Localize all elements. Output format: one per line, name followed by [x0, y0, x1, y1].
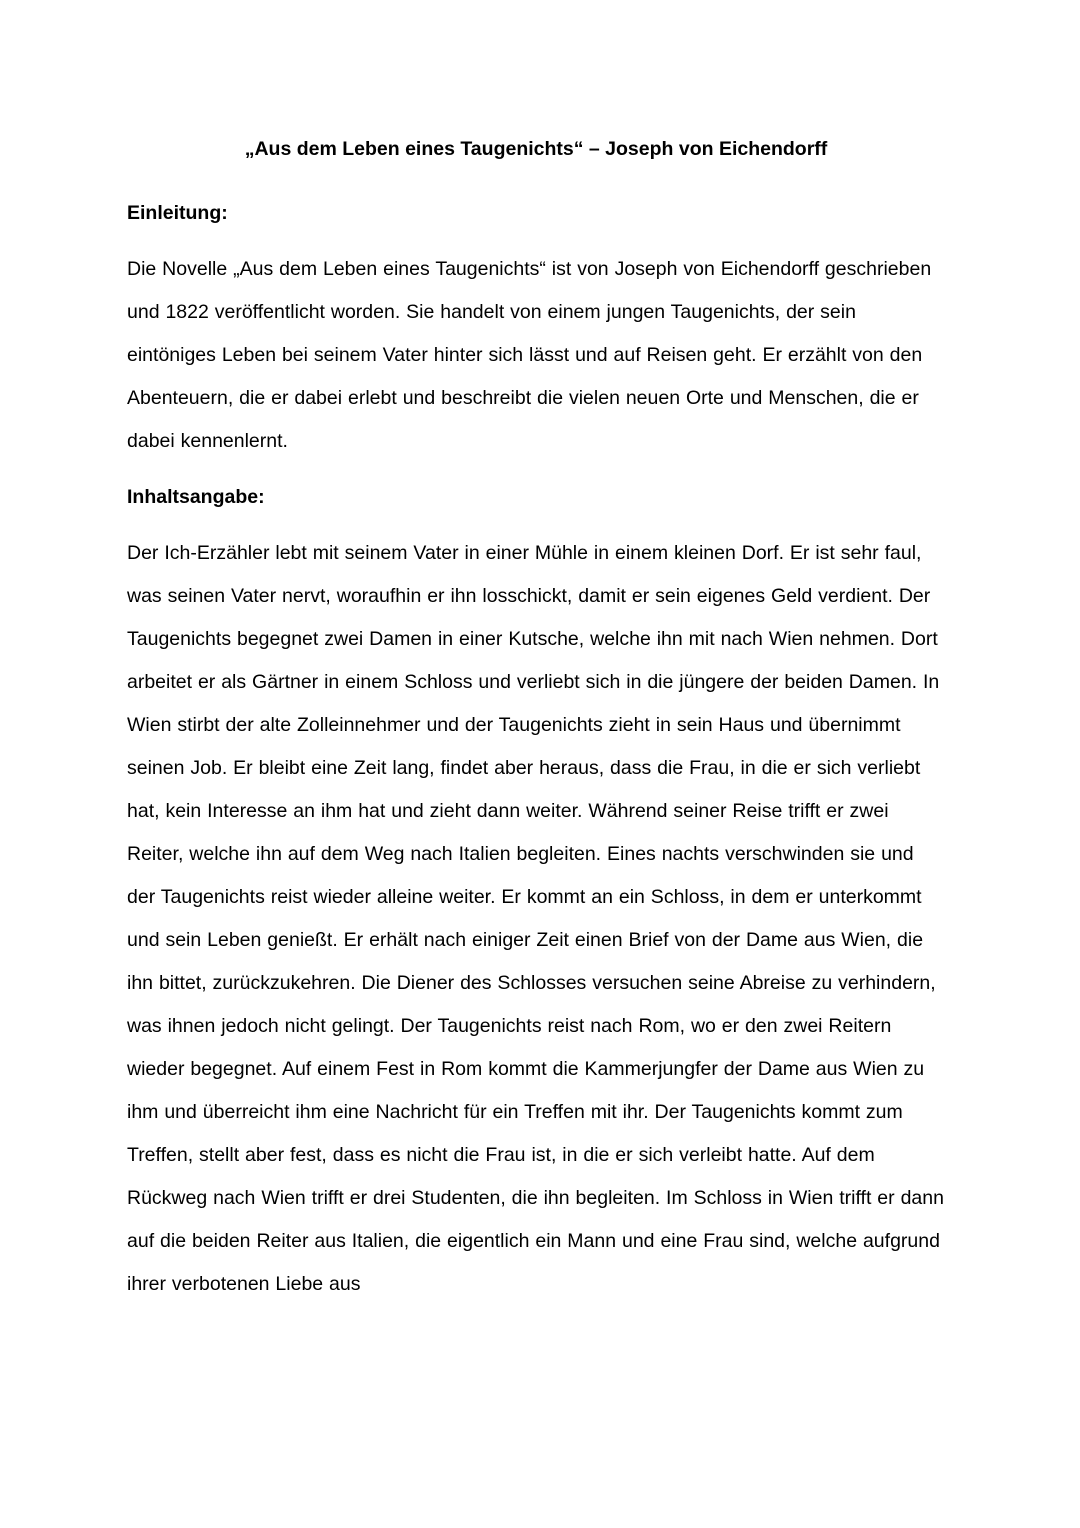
- section-heading-inhaltsangabe: Inhaltsangabe:: [127, 486, 265, 508]
- section-heading-einleitung: Einleitung:: [127, 202, 228, 224]
- document-title: „Aus dem Leben eines Taugenichts“ – Joseph von Eichendorff: [244, 138, 828, 160]
- inhaltsangabe-paragraph: Der Ich-Erzähler lebt mit seinem Vater in einer Mühle in einem kleinen Dorf. Er ist sehr faul, was seinen Vater nervt, woraufhin er ihn losschickt, damit er sein eigenes Geld verdient. Der Taugenichts begegnet zwei Damen in einer Kutsche, welche ihn mit nach Wien nehmen. Dort arbeitet er als Gärtner in einem Schloss und verliebt sich in die jüngere der beiden Damen. In Wien stirbt der alte Zolleinnehmer und der Taugenichts zieht in sein Haus und übernimmt seinen Job. Er bleibt eine Zeit lang, findet aber heraus, dass die Frau, in die er sich verliebt hat, kein Interesse an ihm hat und zieht dann weiter. Während seiner Reise trifft er zwei Reiter, welche ihn auf dem Weg nach Italien begleiten. Eines nachts verschwinden sie und der Taugenichts reist wieder alleine weiter. Er kommt an ein Schloss, in dem er unterkommt und sein Leben genießt. Er erhält nach einiger Zeit einen Brief von der Dame aus Wien, die ihn bittet, zurückzukehren. Die Diener des Schlosses versuchen seine Abreise zu verhindern, was ihnen jedoch nicht gelingt. Der Taugenichts reist nach Rom, wo er den zwei Reitern wieder begegnet. Auf einem Fest in Rom kommt die Kammerjungfer der Dame aus Wien zu ihm und überreicht ihm eine Nachricht für ein Treffen mit ihr. Der Taugenichts kommt zum Treffen, stellt aber fest, dass es nicht die Frau ist, in die er sich verleibt hatte. Auf dem Rückweg nach Wien trifft er drei Studenten, die ihn begleiten. Im Schloss in Wien trifft er dann auf die beiden Reiter aus Italien, die eigentlich ein Mann und eine Frau sind, welche aufgrund ihrer verbotenen Liebe aus: [127, 542, 944, 1295]
- einleitung-paragraph: Die Novelle „Aus dem Leben eines Taugenichts“ ist von Joseph von Eichendorff geschrieben und 1822 veröffentlicht worden. Sie handelt von einem jungen Taugenichts, der sein eintöniges Leben bei seinem Vater hinter sich lässt und auf Reisen geht. Er erzählt von den Abenteuern, die er dabei erlebt und beschreibt die vielen neuen Orte und Menschen, die er dabei kennenlernt.: [127, 258, 932, 452]
